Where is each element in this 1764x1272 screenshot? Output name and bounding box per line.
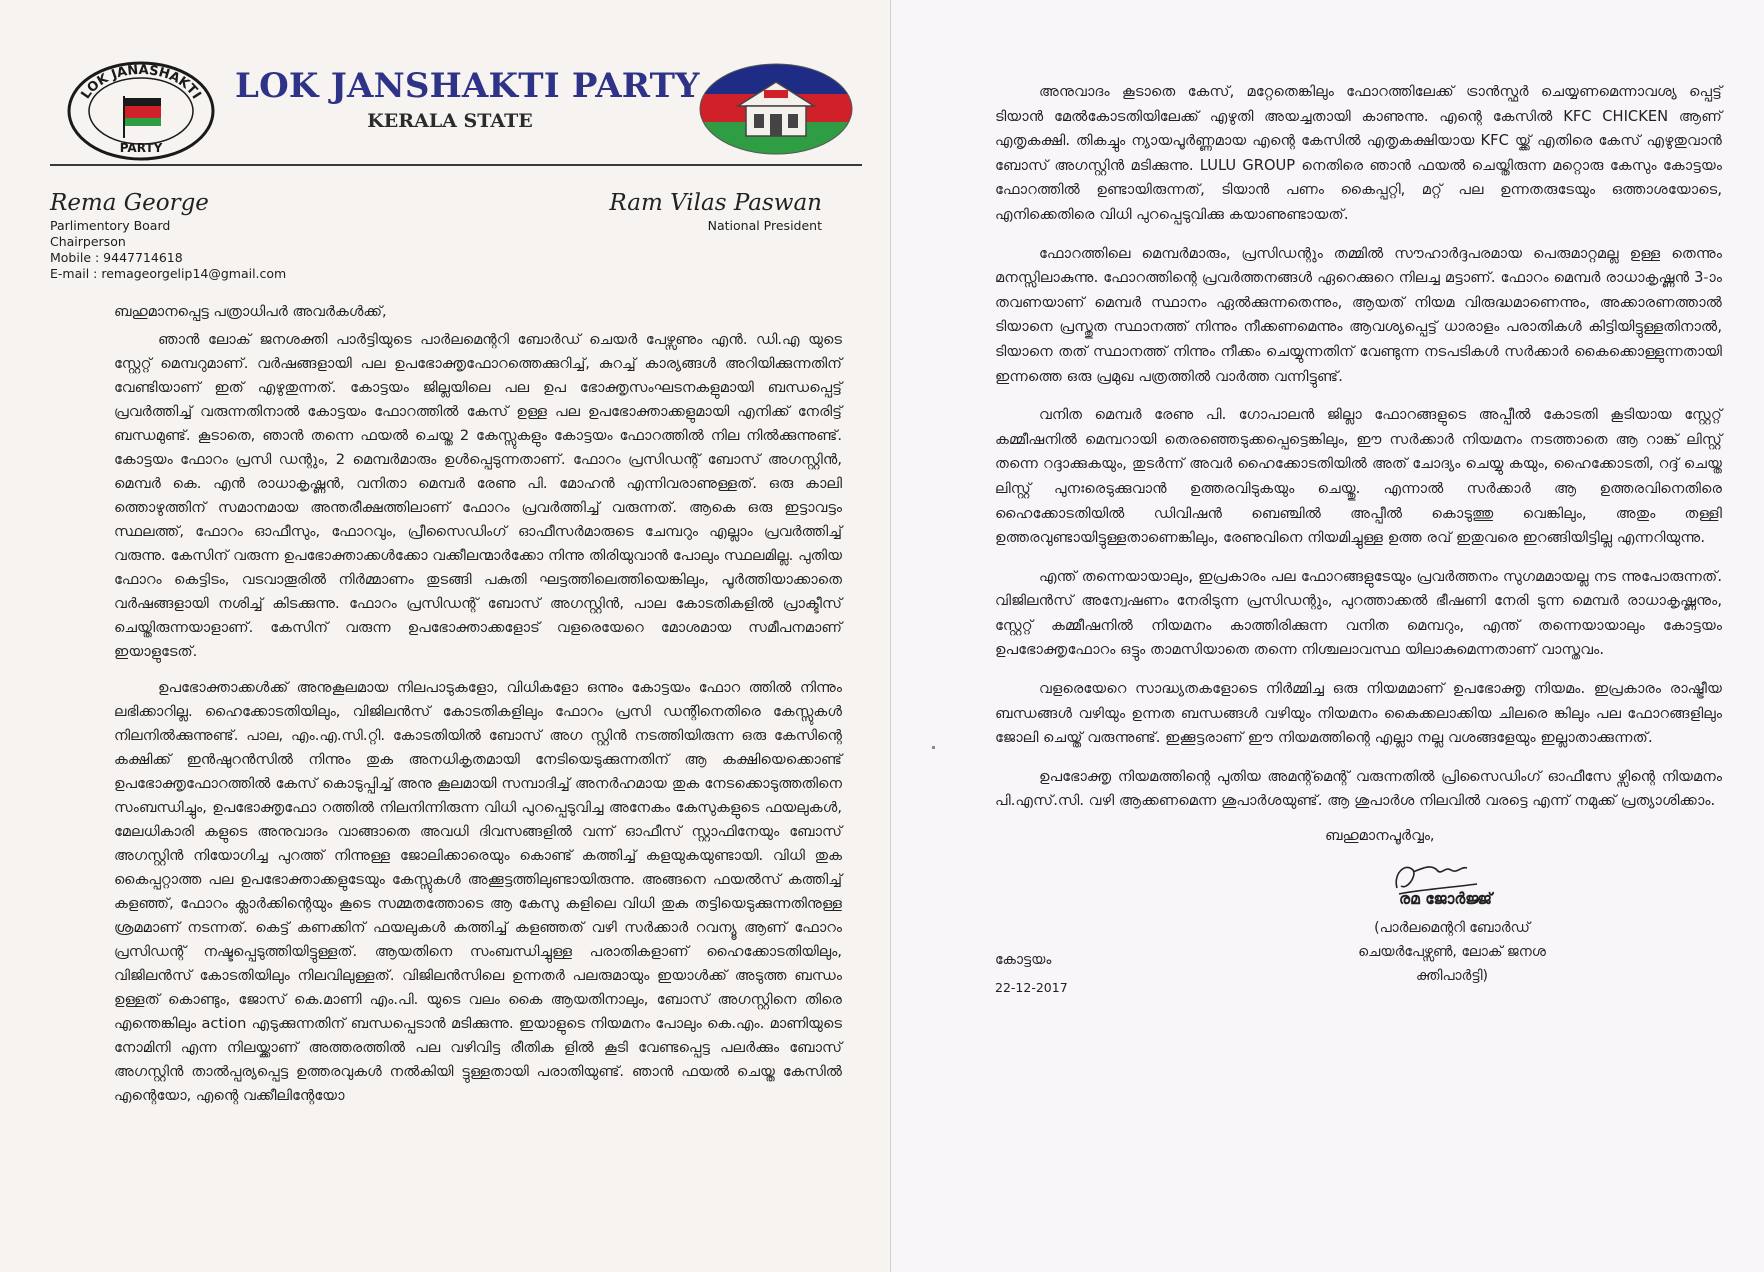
chairperson-mobile: Mobile : 9447714618 <box>50 250 183 265</box>
letter-paragraph: ഉപഭോക്താക്കൾക്ക് അനുകൂലമായ നിലപാടുകളോ, വിധികളോ ഒന്നും കോട്ടയം ഫോറ ത്തിൽ നിന്നും ലഭിക്കാറില്ല. ഹൈക്കോടതിയിലും, വിജിലൻസ് കോടതികളിലും ഫോറം പ്രസി ഡന്റിനെതിരെ കേസ്സുകൾ നിലനിൽക്കുന്നുണ്ട്. പാല, എം.എ.സി.റ്റി. കോടതിയിൽ ബോസ് അഗ സ്റ്റിൻ നടത്തിയിരുന്ന ഒരു കേസിന്റെ കക്ഷിക്ക് ഇൻഷുറൻസിൽ നിന്നും തുക അനധികൃതമായി നേടിയെടുക്കുന്നതിന് ആ കക്ഷിയെക്കൊണ്ട് ഉപഭോക്തൃഫോറത്തിൽ കേസ് കൊടുപ്പിച്ച് അനു കൂലമായി സമ്പാദിച്ച് അനർഹമായ തുക നേടക്കൊടുത്തതിനെ സംബന്ധിച്ചും, ഉപഭോക്തൃഫോ റത്തിൽ നിലനിന്നിരുന്ന വിധി പുറപ്പെടുവിച്ച അനേകം കേസുകളുടെ ഫയലുകൾ, മേലധികാരി കളുടെ അനുവാദം വാങ്ങാതെ അവധി ദിവസങ്ങളിൽ വന്ന് ഓഫീസ് സ്റ്റാഫിനേയും ബോസ് അഗസ്റ്റിൻ നിയോഗിച്ച പുറത്ത് നിന്നുള്ള ജോലിക്കാരെയും കൊണ്ട് കത്തിച്ച് കളയുകയുണ്ടായി. വിധി തുക കൈപ്പറ്റാത്ത പല ഉപഭോക്താക്കളുടേയും കേസ്സുകൾ അക്കൂട്ടത്തിലുണ്ടായിരുന്നു. അങ്ങനെ ഫയൽസ് കത്തിച്ച് കളഞ്ഞ്, ഫോറം ക്ലാർക്കിന്റെയും കൂടെ സമ്മതത്തോടെ ആ കേസു കളിലെ വിധി തുക തട്ടിയെടുക്കുന്നതിനുള്ള ശ്രമമാണ് നടന്നത്. കെട്ട് കണക്കിന് ഫയലുകൾ കത്തിച്ച് കളഞ്ഞത് വഴി സർക്കാർ റവന്യൂ ആണ് ഫോറം പ്രസിഡന്റ് നഷ്ടപ്പെടുത്തിയിട്ടുള്ളത്. ആയതിനെ സംബന്ധിച്ചുള്ള പരാതികളാണ് ഹൈക്കോടതിയിലും, വിജിലൻസ് കോടതിയിലും നിലവിലുള്ളത്. വിജിലൻസിലെ ഉന്നതർ പലരുമായും ഇയാൾക്ക് അടുത്ത ബന്ധം ഉള്ളത് കൊണ്ടും, ജോസ് കെ.മാണി എം.പി. യുടെ വലം കൈ ആയതിനാലും, ബോസ് അഗസ്റ്റിനെ തിരെ എന്തെങ്കിലും action എടുക്കുന്നതിന് ബന്ധപ്പെടാൻ മടിക്കുന്നു. ഇയാളുടെ നിയമനം പോലും കെ.എം. മാണിയുടെ നോമിനി എന്ന നിലയ്ക്കാണ് അത്തരത്തിൽ പല വഴിവിട്ട രീതിക ളിൽ കൂടി വേണ്ടപ്പെട്ട പലർക്കും ബോസ് അഗസ്റ്റിൻ താൽപ്പര്യപ്പെട്ട ഉത്തരവുകൾ നൽകിയി ട്ടുള്ളതായി പരാതിയുണ്ട്. ഞാൻ ഫയൽ ചെയ്ത കേസിൽ എന്റെയോ, എന്റെ വക്കീലിന്റേയോ <box>114 679 842 1104</box>
letter-paragraph: വളരെയേറെ സാദ്ധ്യതകളോടെ നിർമ്മിച്ച ഒരു നിയമമാണ് ഉപഭോക്തൃ നിയമം. ഇപ്രകാരം രാഷ്ട്രീയ ബന്ധങ്ങൾ വഴിയും ഉന്നത ബന്ധങ്ങൾ വഴിയും നിയമനം കൈക്കലാക്കിയ ചിലരെ ങ്കിലും പല ഫോറങ്ങളിലും ജോലി ചെയ്ത് വരുന്നുണ്ട്. ഇക്കൂട്ടരാണ് ഈ നിയമത്തിന്റെ എല്ലാ നല്ല വശങ്ങളേയും ഇല്ലാതാക്കുന്നത്. <box>995 680 1722 747</box>
salutation: ബഹുമാനപ്പെട്ട പത്രാധിപർ അവർകൾക്ക്, <box>114 304 387 320</box>
letter-paragraph: അനുവാദം കൂടാതെ കേസ്, മറ്റേതെങ്കിലും ഫോറത്തിലേക്ക് ട്രാൻസ്ഫർ ചെയ്യണമെന്നാവശ്യ പ്പെട്ട് ടിയാൻ മേൽകോടതിയിലേക്ക് എഴുതി അയച്ചതായി കാണുന്നു. എന്റെ കേസിൽ KFC CHICKEN ആണ് എതൃകക്ഷി. തികച്ചും ന്യായപൂർണ്ണമായ എന്റെ കേസിൽ എതൃകക്ഷിയായ KFC യ്ക്ക് എതിരെ കേസ് എഴുതുവാൻ ബോസ് അഗസ്റ്റിൻ മടിക്കുന്നു. LULU GROUP നെതിരെ ഞാൻ ഫയൽ ചെയ്തിരുന്ന മറ്റൊരു കേസും കോട്ടയം ഫോറത്തിൽ ഉണ്ടായിരുന്നത്, ടിയാൻ പണം കൈപ്പറ്റി, മറ്റ് പല ഉന്നതരുടേയും ഒത്താശയോടെ, എനിക്കെതിരെ വിധി പുറപ്പെടുവിക്കു കയാണുണ്ടായത്. <box>995 83 1722 223</box>
chairperson-role: Chairperson <box>50 234 126 249</box>
svg-text:LOK JANASHAKTI <box>79 63 204 102</box>
closing-phrase: ബഹുമാനപൂർവ്വം, <box>1325 828 1435 845</box>
letter-paragraph: ഫോറത്തിലെ മെമ്പർമാരും, പ്രസിഡന്റും തമ്മിൽ സൗഹാർദ്ദപരമായ പെരുമാറ്റമല്ല ഉള്ള തെന്നും മനസ്സിലാകുന്നു. ഫോറത്തിന്റെ പ്രവർത്തനങ്ങൾ ഏറെക്കുറെ നിലച്ച മട്ടാണ്. ഫോറം മെമ്പർ രാധാകൃഷ്ണൻ 3-ാം തവണയാണ് മെമ്പർ സ്ഥാനം ഏൽക്കുന്നതെന്നും, ആയത് നിയമ വിരുദ്ധമാണെന്നും, അക്കാരണത്താൽ ടിയാനെ പ്രസ്തുത സ്ഥാനത്ത് നിന്നും നീക്കണമെന്നും ആവശ്യപ്പെട്ട് ധാരാളം പരാതികൾ കിട്ടിയിട്ടുള്ളതിനാൽ, ടിയാനെ തത് സ്ഥാനത്ത് നിന്നും നീക്കം ചെയ്യുന്നതിന് വേണ്ടുന്ന നടപടികൾ സർക്കാർ കൈക്കൊള്ളുന്നതായി ഇന്നത്തെ ഒരു പ്രമുഖ പത്രത്തിൽ വാർത്ത വന്നിട്ടുണ്ട്. <box>995 244 1722 385</box>
emblem-text-bottom: PARTY <box>119 141 163 155</box>
chairperson-info <box>50 188 286 282</box>
letter-paragraph: ഞാൻ ലോക് ജനശക്തി പാർട്ടിയുടെ പാർലമെന്ററി ബോർഡ് ചെയർ പേഴ്സണും എൻ. ഡി.എ യുടെ സ്റ്റേറ്റ് മെമ്പറുമാണ്. വർഷങ്ങളായി പല ഉപഭോക്തൃഫോറത്തെക്കുറിച്ച്, കുറച്ച് കാര്യങ്ങൾ അറിയിക്കുന്നതിന് വേണ്ടിയാണ് ഇത് എഴുതുന്നത്. കോട്ടയം ജില്ലയിലെ പല ഉപ ഭോക്തൃസംഘടനകളുമായി ബന്ധപ്പെട്ട് പ്രവർത്തിച്ച് വരുന്നതിനാൽ കോട്ടയം ഫോറത്തിൽ കേസ് ഉള്ള പല ഉപഭോക്താക്കളുമായി എനിക്ക് നേരിട്ട് ബന്ധമുണ്ട്. കൂടാതെ, ഞാൻ തന്നെ ഫയൽ ചെയ്ത 2 കേസ്സുകളും കോട്ടയം ഫോറത്തിൽ നില നിൽക്കുന്നുണ്ട്. കോട്ടയം ഫോറം പ്രസി ഡന്റും, 2 മെമ്പർമാരും ഉൾപ്പെടുന്നതാണ്. ഫോറം പ്രസിഡന്റ് ബോസ് അഗസ്റ്റിൻ, മെമ്പർ കെ. എൻ രാധാകൃഷ്ണൻ, വനിതാ മെമ്പർ രേണു പി. മോഹൻ എന്നിവരാണുള്ളത്. ഒരു കാലി ത്തൊഴുത്തിന് സമാനമായ അന്തരീക്ഷത്തിലാണ് ഫോറം പ്രവർത്തിച്ച് വരുന്നത്. ആകെ ഒരു ഇട്ടാവട്ടം സ്ഥലത്ത്, ഫോറം ഓഫീസും, ഫോറവും, പ്രീസൈഡിംഗ് ഓഫീസർമാരുടെ ചേമ്പറും എല്ലാം പ്രവർത്തിച്ച് വരുന്നു. കേസിന് വരുന്ന ഉപഭോക്താക്കൾക്കോ വക്കീലന്മാർക്കോ നിന്നു തിരിയുവാൻ പോലും സ്ഥലമില്ല. പുതിയ ഫോറം കെട്ടിടം, വടവാതൂരിൽ നിർമ്മാണം തുടങ്ങി പകുതി ഘട്ടത്തിലെത്തിയെങ്കിലും, പൂർത്തിയാക്കാതെ വർഷങ്ങളായി നശിച്ച് കിടക്കുന്നു. ഫോറം പ്രസിഡന്റ് ബോസ് അഗസ്റ്റിൻ, പാല കോടതികളിൽ പ്രാക്ടീസ് ചെയ്തിരുന്നയാളാണ്. കേസിന് വരുന്ന ഉപഭോക്താക്കളോട് വളരെയേറെ മോശമായ സമീപനമാണ് ഇയാളുടേത്. <box>114 331 842 660</box>
letter-date: 22-12-2017 <box>995 980 1068 996</box>
letter-paragraph: വനിത മെമ്പർ രേണു പി. ഗോപാലൻ ജില്ലാ ഫോറങ്ങളുടെ അപ്പീൽ കോടതി കൂടിയായ സ്റ്റേറ്റ് കമ്മീഷനിൽ മെമ്പറായി തെരഞ്ഞെടുക്കപ്പെട്ടെങ്കിലും, ഈ സർക്കാർ നിയമനം നടത്താതെ ആ റാങ്ക് ലിസ്റ്റ് തന്നെ റദ്ദാക്കുകയും, തുടർന്ന് അവർ ഹൈക്കോടതിയിൽ അത് ചോദ്യം ചെയ്യു കയും, ഹൈക്കോടതി, റദ്ദ് ചെയ്ത ലിസ്റ്റ് പുനഃരെടുക്കുവാൻ ഉത്തരവിടുകയും ചെയ്തു. എന്നാൽ സർക്കാർ ആ ഉത്തരവിനെതിരെ ഹൈക്കോടതിയിൽ ഡിവിഷൻ ബെഞ്ചിൽ അപ്പീൽ കൊടുത്തു വെങ്കിലും, അതും തള്ളി ഉത്തരവുണ്ടായിട്ടുള്ളതാണെങ്കിലും, രേണുവിനെ നിയമിച്ചുള്ള ഉത്ത രവ് ഇതുവരെ ഇറങ്ങിയിട്ടില്ല എന്നറിയുന്നു. <box>995 406 1722 547</box>
party-emblem-icon <box>66 60 216 162</box>
president-info <box>609 188 822 234</box>
letterhead <box>50 60 842 164</box>
chairperson-email: E-mail : remageorgelip14@gmail.com <box>50 266 287 281</box>
chairperson-role-board: Parlimentory Board <box>50 218 171 233</box>
party-name: LOK JANSHAKTI PARTY <box>235 66 700 106</box>
officers-block <box>50 188 842 282</box>
emblem-text-top: LOK JANASHAKTI <box>78 62 204 102</box>
letter-place: കോട്ടയം <box>995 952 1052 969</box>
signer-name: രമ ജോർജ്ജ് <box>1399 890 1492 909</box>
bungalow-icon <box>698 62 854 156</box>
letter-paragraph: എന്ത് തന്നെയായാലും, ഇപ്രകാരം പല ഫോറങ്ങളുടേയും പ്രവർത്തനം സുഗമമായല്ല നട ന്നുപോരുന്നത്. വിജിലൻസ് അന്വേഷണം നേരിടുന്ന പ്രസിഡന്റും, പുറത്താക്കൽ ഭീഷണി നേരി ടുന്ന മെമ്പർ രാധാകൃഷ്ണനും, സ്റ്റേറ്റ് കമ്മീഷനിൽ നിയമനം കാത്തിരിക്കുന്ന വനിത മെമ്പറും, എന്ത് തന്നെയായാലും കോട്ടയം ഉപഭോക്തൃഫോറം ഒട്ടും താമസിയാതെ തന്നെ നിശ്ചലാവസ്ഥ യിലാകുമെന്നതാണ് വാസ്തവം. <box>995 567 1722 659</box>
president-name: Ram Vilas Paswan <box>609 190 822 216</box>
letterhead-divider <box>50 164 862 166</box>
signer-title <box>1335 916 1569 988</box>
letter-page-2 <box>890 0 1764 1272</box>
party-state: KERALA STATE <box>367 110 533 132</box>
chairperson-name: Rema George <box>50 190 209 216</box>
president-role: National President <box>707 218 822 233</box>
fold-mark <box>932 746 935 749</box>
letter-paragraph: ഉപഭോക്തൃ നിയമത്തിന്റെ പുതിയ അമന്റ്മെന്റ് വരുന്നതിൽ പ്രിസൈഡിംഗ് ഓഫീസേ ഴ്സിന്റെ നിയമനം പി.എസ്.സി. വഴി ആക്കണമെന്ന ശുപാർശയുണ്ട്. ആ ശുപാർശ നിലവിൽ വരട്ടെ എന്ന് നമുക്ക് പ്രത്യാശിക്കാം. <box>995 767 1722 810</box>
signature-block <box>995 844 1722 996</box>
signer-title-line: (പാർലമെന്ററി ബോർഡ് <box>1374 920 1530 937</box>
signer-title-line: ചെയർപേഴ്സൺ, ലോക് ജനശ <box>1358 944 1546 961</box>
signer-title-line: ക്തിപാർട്ടി) <box>1415 968 1489 985</box>
